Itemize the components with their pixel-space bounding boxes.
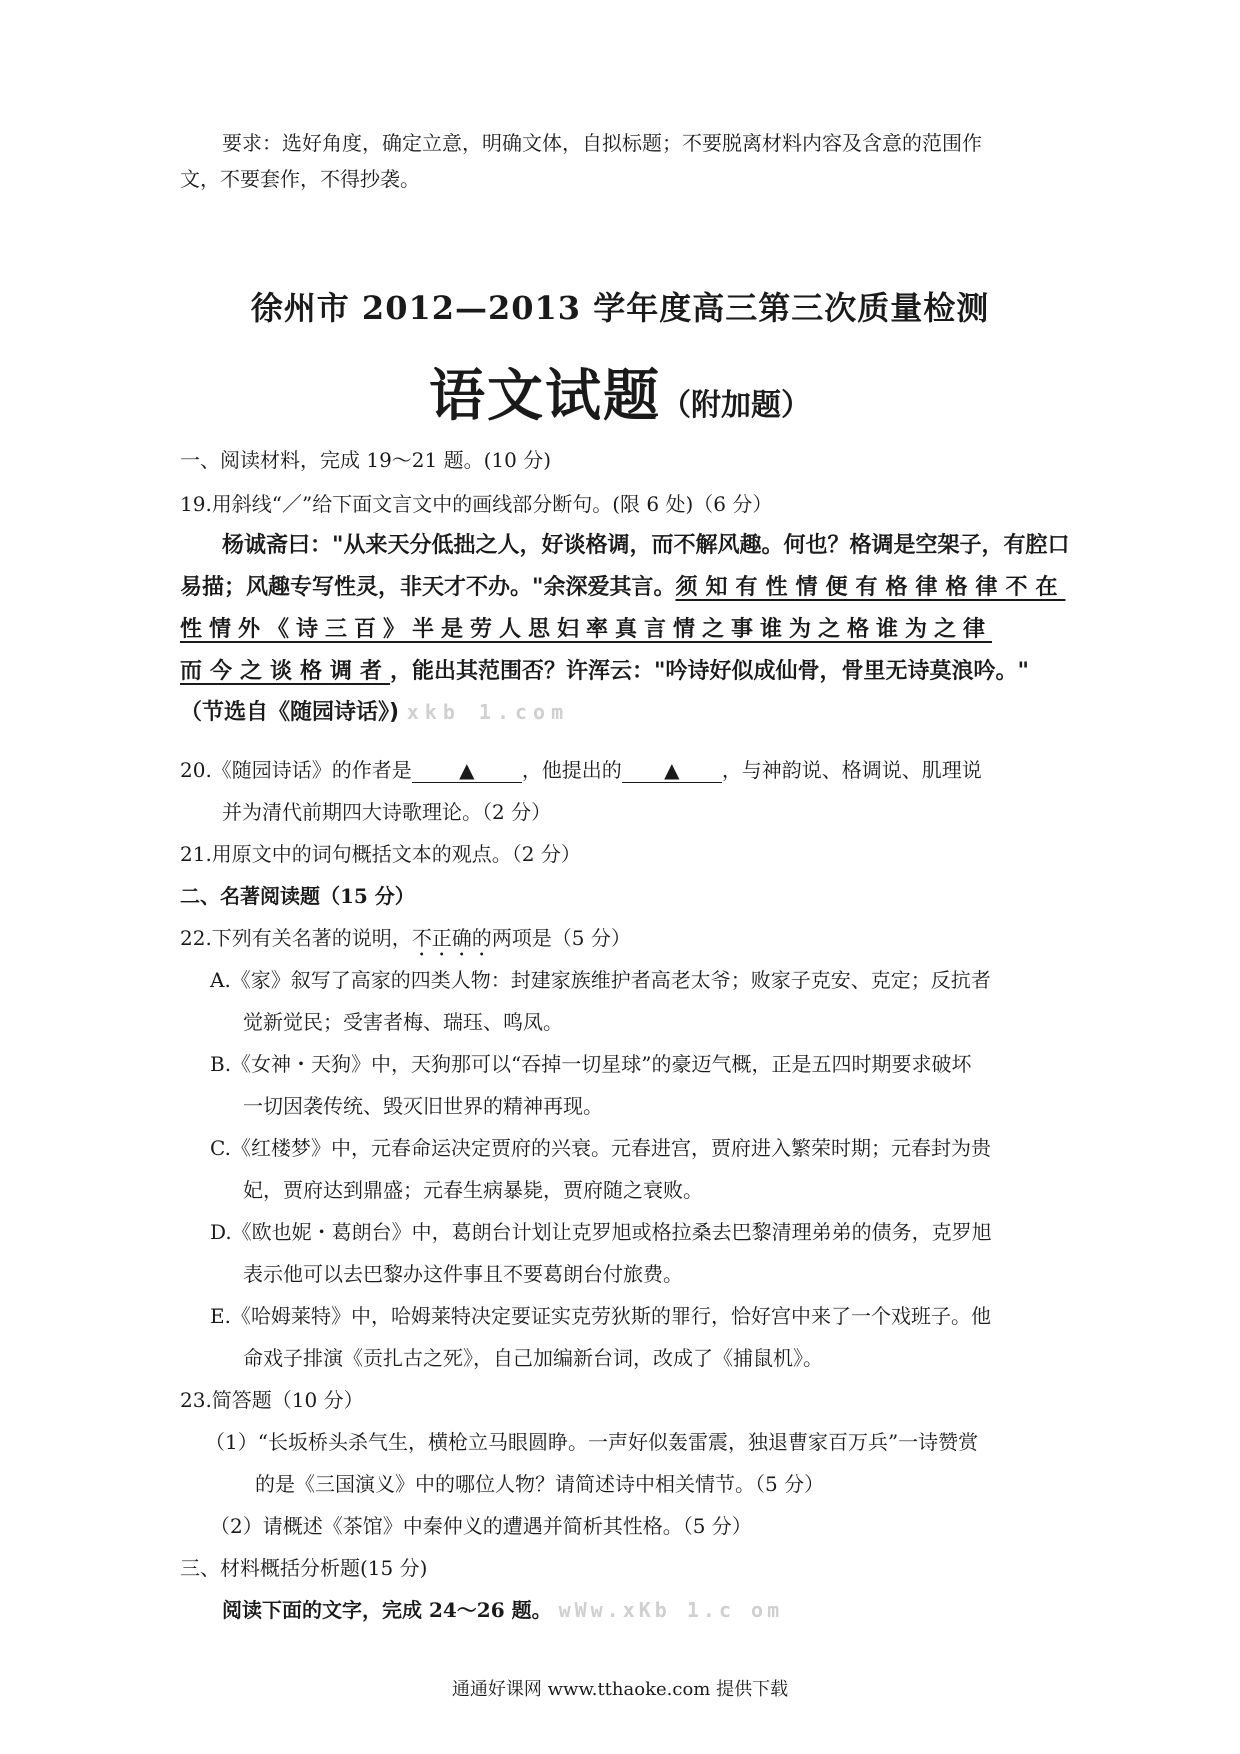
- option-c-line-1: C.《红楼梦》中，元春命运决定贾府的兴衰。元春进宫，贾府进入繁荣时期；元春封为贵: [210, 1136, 991, 1160]
- q20-text-a: 20.《随园诗话》的作者是: [180, 758, 412, 782]
- option-b-line-1: B.《女神・天狗》中，天狗那可以“吞掉一切星球”的豪迈气概，正是五四时期要求破坏: [210, 1052, 972, 1076]
- subject-name: 语文试题: [429, 364, 661, 429]
- q21-text: 21.用原文中的词句概括文本的观点。（2 分）: [180, 842, 581, 866]
- q19-text: 19.用斜线“／”给下面文言文中的画线部分断句。(限 6 处)（6 分）: [180, 492, 773, 516]
- q20-text-b: ，他提出的: [521, 758, 622, 782]
- requirement-line-1: 要求：选好角度，确定立意，明确文体，自拟标题；不要脱离材料内容及含意的范围作: [222, 131, 982, 155]
- passage-line-2-plain: 易描；风趣专写性灵，非天才不办。"余深爱其言。: [180, 575, 676, 600]
- q20-text-c: ，与神韵说、格调说、肌理说: [721, 758, 982, 782]
- q20-line-2: 并为清代前期四大诗歌理论。（2 分）: [222, 800, 552, 824]
- section3-heading: 三、材料概括分析题(15 分): [180, 1556, 428, 1580]
- option-e-line-2: 命戏子排演《贡扎古之死》，自己加编新台词，改成了《捕鼠机》。: [243, 1346, 823, 1370]
- q22-text: [180, 923, 631, 961]
- watermark-1: xkb 1.com: [406, 700, 570, 724]
- page-footer: 通通好课网 www.tthaoke.com 提供下载: [451, 1679, 789, 1700]
- q20-blank-1: ▲: [412, 758, 522, 783]
- section1-heading: 一、阅读材料，完成 19～21 题。(10 分): [180, 448, 552, 472]
- section3-intro-text: 阅读下面的文字，完成 24～26 题。: [222, 1598, 552, 1622]
- q20-blank-2: ▲: [622, 758, 722, 783]
- option-e-line-1: E.《哈姆莱特》中，哈姆莱特决定要证实克劳狄斯的罪行，恰好宫中来了一个戏班子。他: [210, 1304, 991, 1328]
- subject-subtitle: （附加题）: [661, 388, 811, 423]
- watermark-2: wWw.xKb 1.c om: [558, 1598, 784, 1622]
- passage-line-4: [180, 657, 1029, 687]
- requirement-line-2: 文，不要套作，不得抄袭。: [180, 167, 420, 191]
- q22-text-a: 22.下列有关名著的说明，: [180, 926, 412, 950]
- passage-line-4-plain: ，能出其范围否？许浑云："吟诗好似成仙骨，骨里无诗莫浪吟。": [390, 659, 1029, 684]
- option-b-line-2: 一切因袭传统、毁灭旧世界的精神再现。: [243, 1094, 603, 1118]
- passage-source-text: （节选自《随园诗话》): [180, 700, 400, 725]
- q23-heading: 23.简答题（10 分）: [180, 1388, 364, 1412]
- passage-underlined-1: 须知有性情便有格律格律不在: [675, 575, 1066, 600]
- option-a-line-2: 觉新觉民；受害者梅、瑞珏、鸣凤。: [243, 1010, 563, 1034]
- option-d-line-1: D.《欧也妮・葛朗台》中，葛朗台计划让克罗旭或格拉桑去巴黎清理弟弟的债务，克罗旭: [210, 1220, 992, 1244]
- option-a-line-1: A.《家》叙写了高家的四类人物：封建家族维护者高老太爷；败家子克安、克定；反抗者: [210, 968, 991, 992]
- section2-heading: 二、名著阅读题（15 分）: [180, 884, 415, 908]
- q22-emphasis: 不正确的: [411, 926, 492, 950]
- section3-intro: [222, 1595, 783, 1625]
- passage-line-2: [180, 573, 1065, 603]
- q22-text-b: 两项是（5 分）: [491, 926, 631, 950]
- q20-line-1: [180, 755, 982, 785]
- option-d-line-2: 表示他可以去巴黎办这件事且不要葛朗台付旅费。: [243, 1262, 683, 1286]
- passage-line-1: 杨诚斋曰："从来天分低拙之人，好谈格调，而不解风趣。何也？格调是空架子，有腔口: [222, 533, 1070, 558]
- exam-title: 徐州市 2012—2013 学年度高三第三次质量检测: [250, 289, 990, 327]
- option-c-line-2: 妃，贾府达到鼎盛；元春生病暴毙，贾府随之衰败。: [243, 1178, 703, 1202]
- q23-part1-line-1: （1）“长坂桥头杀气生，横枪立马眼圆睁。一声好似轰雷震，独退曹家百万兵”一诗赞赏: [205, 1430, 979, 1454]
- passage-source: [180, 697, 569, 728]
- q23-part2: （2）请概述《茶馆》中秦仲义的遭遇并简析其性格。（5 分）: [210, 1514, 752, 1538]
- subject-title: [0, 352, 1240, 432]
- passage-underlined-3: 而今之谈格调者: [180, 659, 391, 684]
- q23-part1-line-2: 的是《三国演义》中的哪位人物？请简述诗中相关情节。（5 分）: [255, 1472, 825, 1496]
- passage-underlined-2: 性情外《诗三百》半是劳人思妇率真言情之事谁为之格谁为之律: [180, 617, 993, 642]
- passage-line-3: [180, 615, 992, 645]
